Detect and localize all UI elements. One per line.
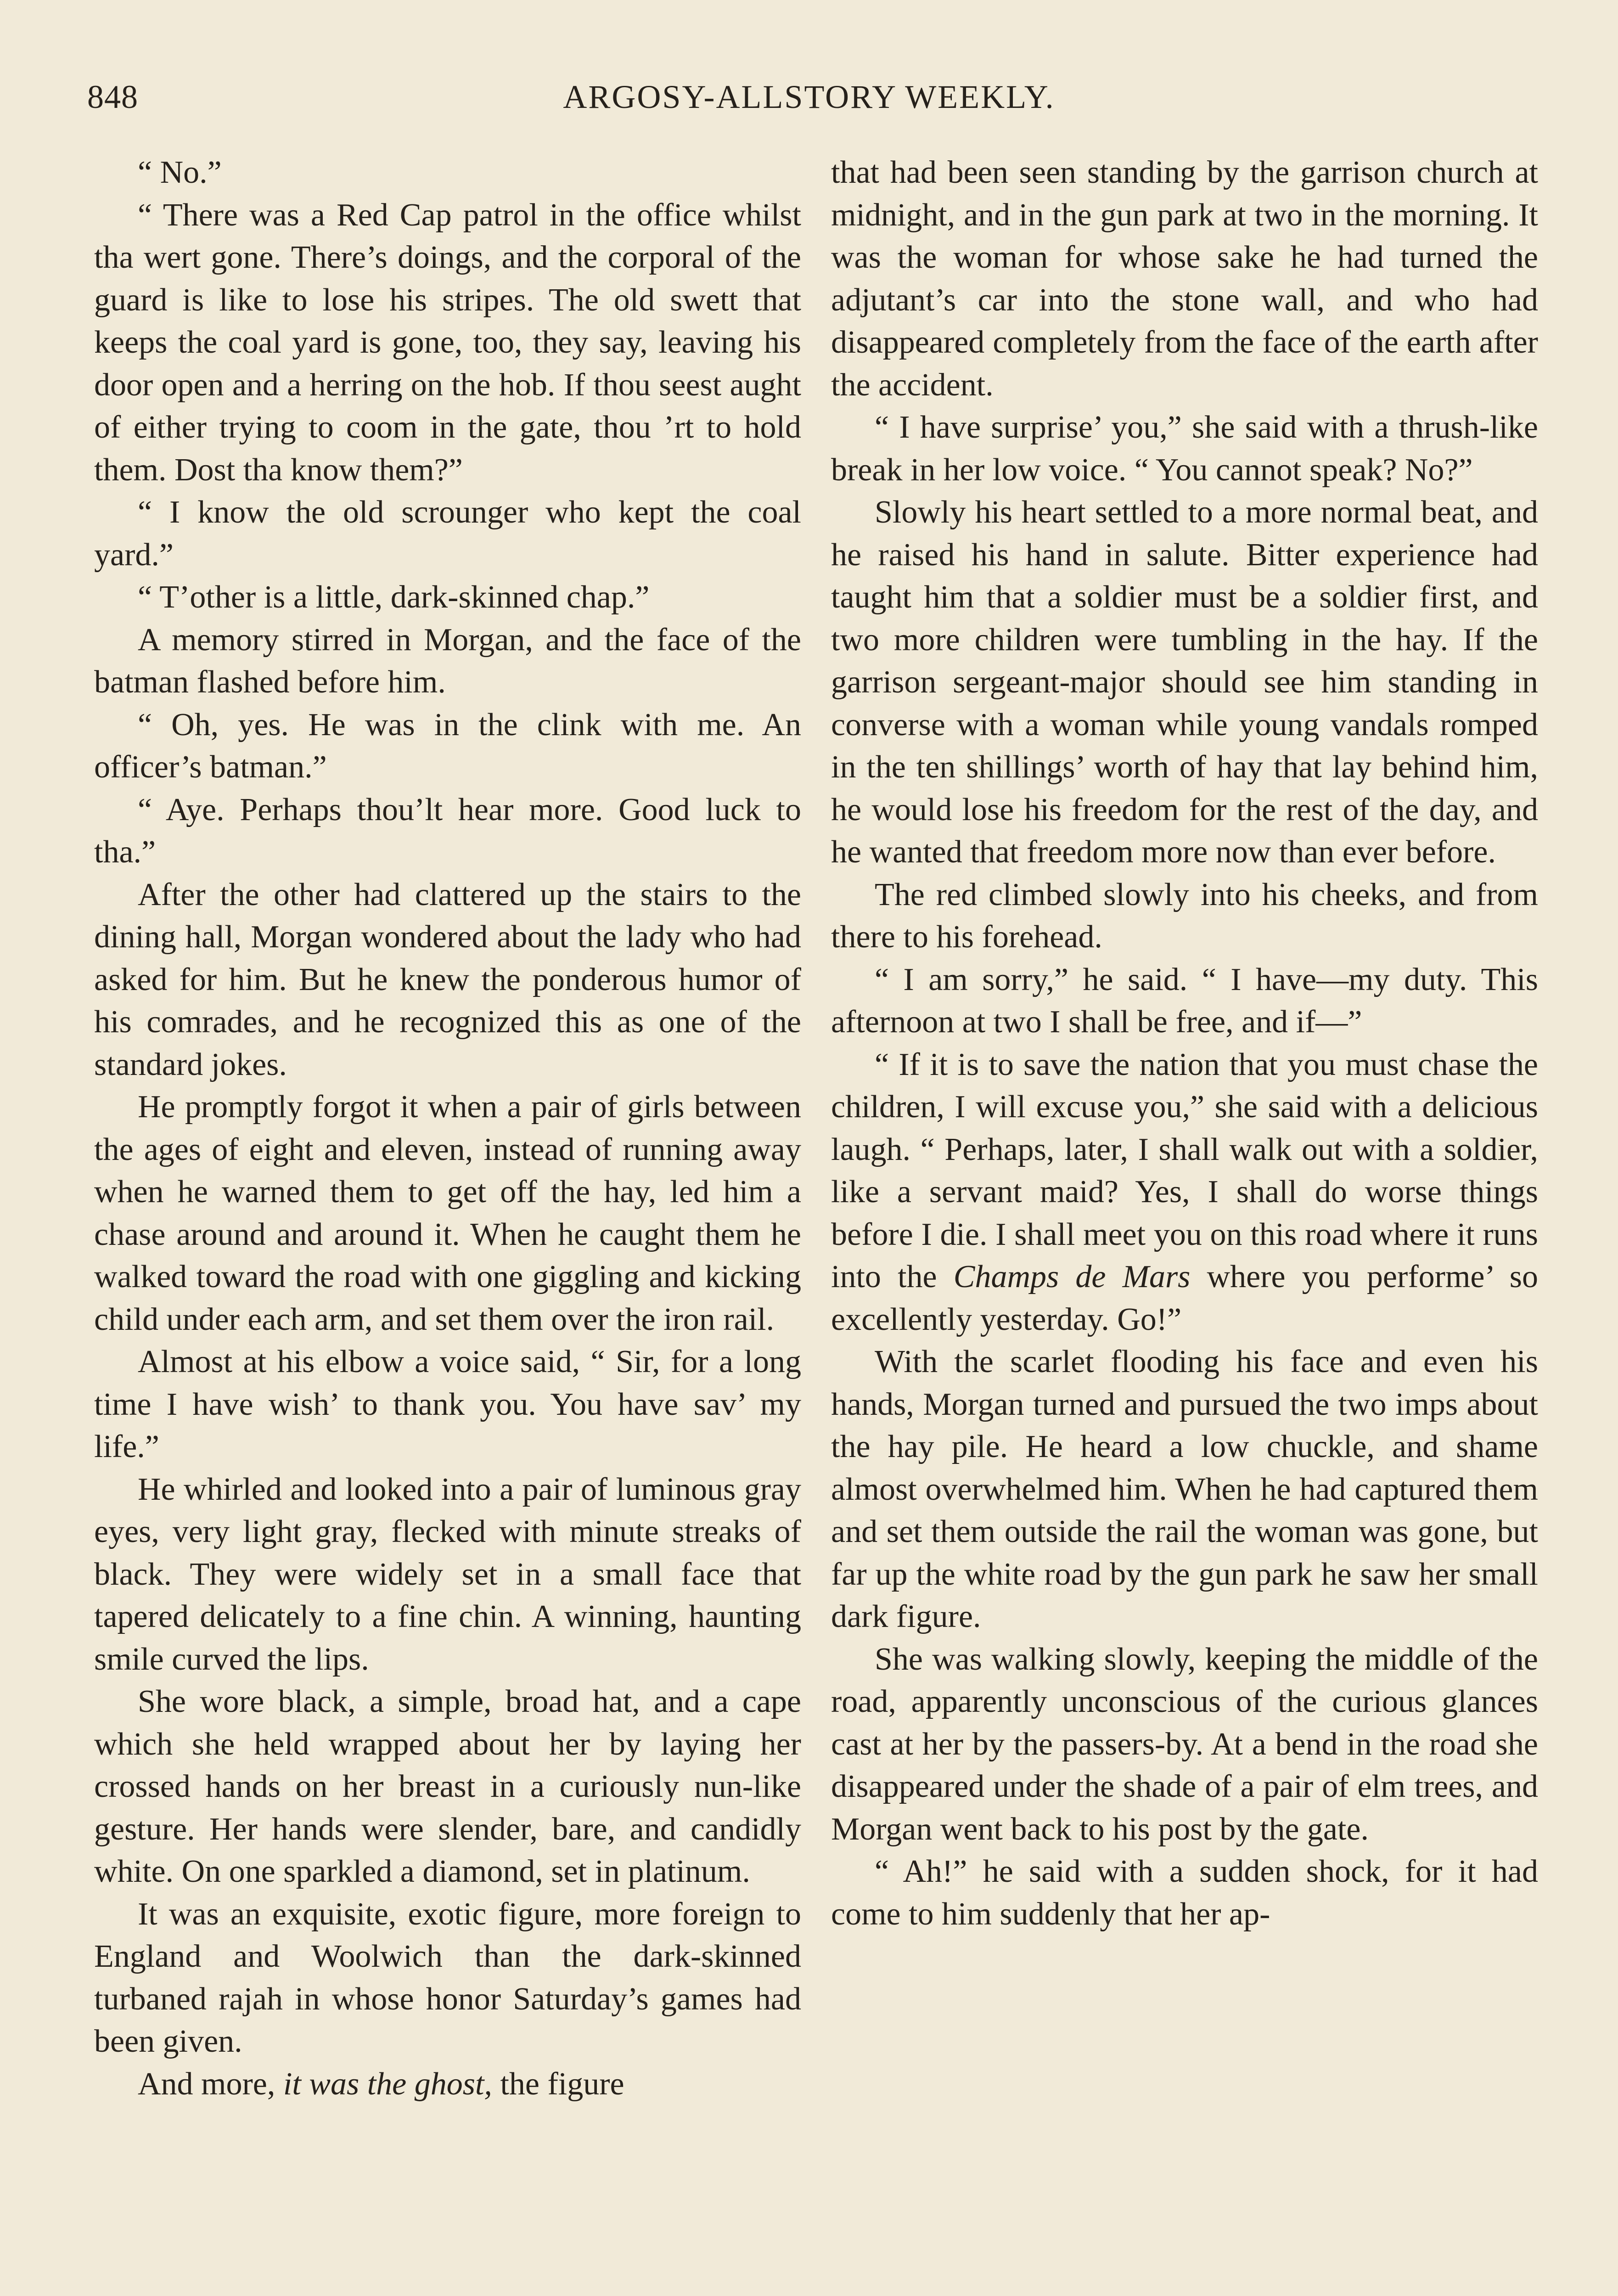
running-head: ARGOSY-ALLSTORY WEEKLY. — [563, 79, 1055, 115]
italic-phrase: Champs de Mars — [953, 1259, 1191, 1294]
text-run: And more, — [138, 2066, 283, 2102]
page-header — [87, 78, 1531, 129]
paragraph: “ No.” — [138, 155, 222, 190]
paragraph-champs-de-mars — [831, 1044, 1538, 1341]
continued-paragraph: that had been seen standing by the garrison church at midnight, and in the gun park at two in the morning. It was the woman for whose sake he had turned the adjutant’s car into the stone wall, and who had disappeared completely from the face of the earth after the accident. — [831, 155, 1538, 403]
paragraph: “ There was a Red Cap patrol in the office whilst tha wert gone. There’s doings, and the corporal of the guard is like to lose his stripes. The old swett that keeps the coal yard is gone, too, they say, leaving his door open and a herring on the hob. If thou seest aught of either trying to coom in the gate, thou ’rt to hold them. Dost tha know them?” — [94, 197, 801, 488]
paragraph: She was walking slowly, keeping the middle of the road, apparently unconscious of the curious glances cast at her by the passers-by. At a bend in the road she disappeared under the shade of a pair of elm trees, and Morgan went back to his post by the gate. — [831, 1641, 1538, 1847]
paragraph: He promptly forgot it when a pair of girls between the ages of eight and eleven, instead of running away when he warned them to get off the hay, led him a chase around and around it. When he caught them he walked toward the road with one giggling and kicking child under each arm, and set them over the iron rail. — [94, 1089, 801, 1337]
italic-phrase: it was the ghost, — [283, 2066, 492, 2102]
paragraph: “ Ah!” he said with a sudden shock, for it had come to him suddenly that her ap- — [831, 1854, 1538, 1932]
paragraph: After the other had clattered up the stairs to the dining hall, Morgan wondered about the lady who had asked for him. But he knew the ponderous humor of his comrades, and he recognized this as one of the standard jokes. — [94, 877, 801, 1082]
page-number: 848 — [87, 79, 138, 115]
left-column — [94, 152, 801, 2105]
text-run: the figure — [492, 2066, 624, 2102]
right-column — [831, 152, 1538, 1936]
paragraph: The red climbed slowly into his cheeks, and from there to his forehead. — [831, 877, 1538, 955]
paragraph: “ I know the old scrounger who kept the coal yard.” — [94, 495, 801, 573]
paragraph: Almost at his elbow a voice said, “ Sir, for a long time I have wish’ to thank you. You have sav’ my life.” — [94, 1344, 801, 1464]
paragraph: “ Aye. Perhaps thou’lt hear more. Good luck to tha.” — [94, 792, 801, 870]
paragraph: “ Oh, yes. He was in the clink with me. An officer’s batman.” — [94, 707, 801, 785]
paragraph-ghost — [94, 2063, 801, 2106]
paragraph: “ I am sorry,” he said. “ I have—my duty. This afternoon at two I shall be free, and if—” — [831, 962, 1538, 1040]
paragraph: Slowly his heart settled to a more normal beat, and he raised his hand in salute. Bitter experience had taught him that a soldier must be a soldier first, and two more children were tumbling in the hay. If the garrison sergeant-major should see him standing in converse with a woman while young vandals romped in the ten shillings’ worth of hay that lay behind him, he would lose his freedom for the rest of the day, and he wanted that freedom more now than ever before. — [831, 495, 1538, 870]
paragraph: “ I have surprise’ you,” she said with a thrush-like break in her low voice. “ You cannot speak? No?” — [831, 410, 1538, 488]
text-run: where you performe’ so excellently yesterday. Go!” — [831, 1259, 1538, 1337]
paragraph: “ T’other is a little, dark-skinned chap.” — [138, 580, 650, 615]
paragraph: He whirled and looked into a pair of luminous gray eyes, very light gray, flecked with minute streaks of black. They were widely set in a small face that tapered delicately to a fine chin. A winning, haunting smile curved the lips. — [94, 1471, 801, 1677]
text-run: “ If it is to save the nation that you must chase the children, I will excuse you,” she said with a delicious laugh. “ Perhaps, later, I shall walk out with a soldier, like a servant maid? Yes, I shall do worse things before I die. I shall meet you on this road where it runs into the — [831, 1047, 1538, 1294]
paragraph: A memory stirred in Morgan, and the face of the batman flashed before him. — [94, 622, 801, 700]
paragraph: She wore black, a simple, broad hat, and a cape which she held wrapped about her by laying her crossed hands on her breast in a curiously nun-like gesture. Her hands were slender, bare, and candidly white. On one sparkled a diamond, set in platinum. — [94, 1684, 801, 1889]
paragraph: With the scarlet flooding his face and even his hands, Morgan turned and pursued the two imps about the hay pile. He heard a low chuckle, and shame almost overwhelmed him. When he had captured them and set them outside the rail the woman was gone, but far up the white road by the gun park he saw her small dark figure. — [831, 1344, 1538, 1634]
paragraph: It was an exquisite, exotic figure, more foreign to England and Woolwich than the dark-skinned turbaned rajah in whose honor Saturday’s games had been given. — [94, 1896, 801, 2059]
